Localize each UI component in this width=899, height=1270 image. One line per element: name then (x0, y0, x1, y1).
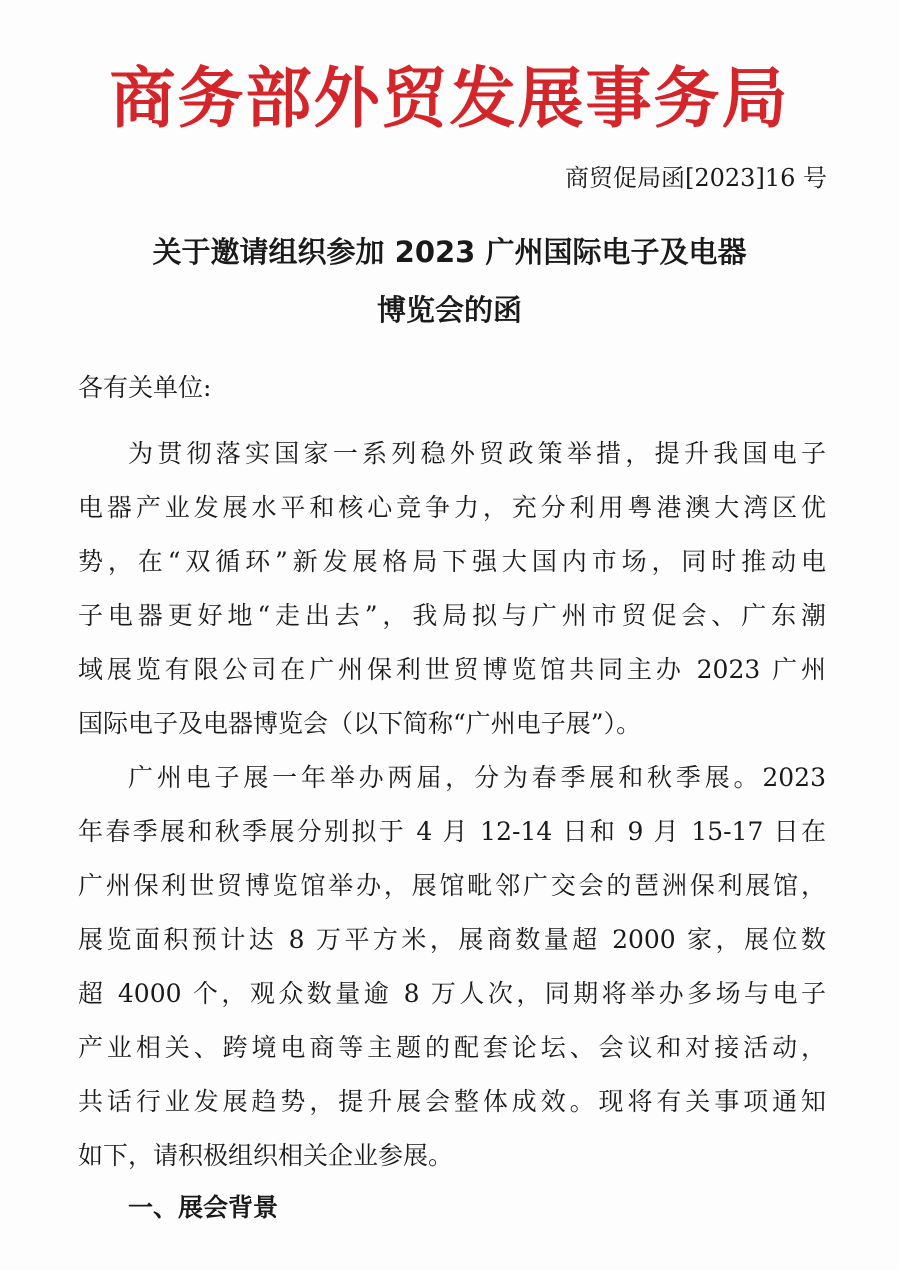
document-title-line-2: 博览会的函 (376, 293, 522, 327)
paragraph-1-line: 势，在“双循环”新发展格局下强大国内市场，同时推动电 (78, 547, 826, 576)
paragraph-1-line: 为贯彻落实国家一系列稳外贸政策举措，提升我国电子 (128, 439, 826, 468)
paragraph-1-line: 国际电子及电器博览会（以下简称“广州电子展”）。 (78, 709, 642, 738)
paragraph-2-line: 年春季展和秋季展分别拟于 4 月 12-14 日和 9 月 15-17 日在 (78, 817, 826, 846)
paragraph-2-line: 超 4000 个，观众数量逾 8 万人次，同期将举办多场与电子 (78, 979, 826, 1008)
paragraph-2-line: 广州电子展一年举办两届，分为春季展和秋季展。2023 (128, 763, 826, 792)
document-title-line-1: 关于邀请组织参加 2023 广州国际电子及电器 (152, 235, 747, 269)
paragraph-1-line: 子电器更好地“走出去”，我局拟与广州市贸促会、广东潮 (78, 601, 826, 630)
letterhead-title: 商务部外贸发展事务局 (109, 59, 790, 137)
paragraph-1-line: 域展览有限公司在广州保利世贸博览馆共同主办 2023 广州 (78, 655, 826, 684)
paragraph-2-line: 如下，请积极组织相关企业参展。 (78, 1141, 454, 1170)
paragraph-2-line: 共话行业发展趋势，提升展会整体成效。现将有关事项通知 (78, 1087, 826, 1116)
document-number: 商贸促局函[2023]16 号 (565, 164, 827, 192)
paragraph-2-line: 广州保利世贸博览馆举办，展馆毗邻广交会的琶洲保利展馆， (78, 871, 826, 900)
paragraph-2-line: 产业相关、跨境电商等主题的配套论坛、会议和对接活动， (78, 1033, 826, 1062)
paragraph-2-line: 展览面积预计达 8 万平方米，展商数量超 2000 家，展位数 (78, 925, 826, 954)
paragraph-1-line: 电器产业发展水平和核心竞争力，充分利用粤港澳大湾区优 (78, 493, 826, 522)
salutation: 各有关单位: (78, 373, 212, 402)
section-heading: 一、展会背景 (128, 1193, 279, 1222)
